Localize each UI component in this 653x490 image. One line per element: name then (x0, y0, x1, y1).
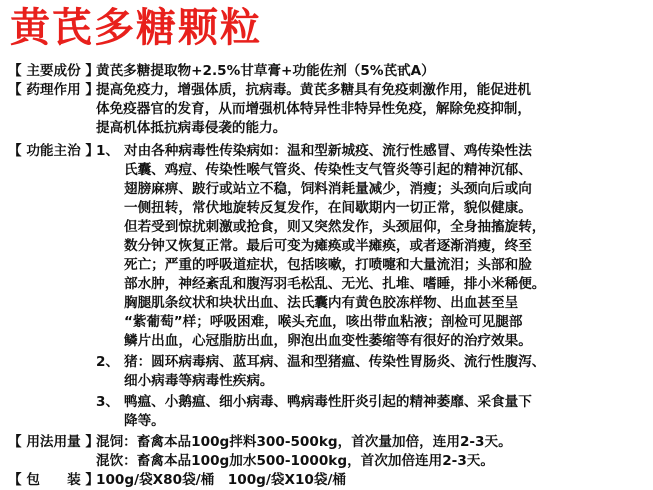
indication-line: “紫葡萄”样；呼吸困难，喉头充血，咳出带血粘液；剖检可见腿部 (124, 314, 523, 330)
usage-label: 【 用法用量 】 (8, 434, 100, 450)
indication-number: 2、 (96, 354, 120, 370)
indication-number: 3、 (96, 394, 120, 410)
product-description (8, 62, 648, 490)
indication-line: 但若受到惊扰刺激或抢食，则又突然发作，头颈屈仰，全身抽搐旋转， (124, 219, 546, 235)
indication-line: 鸭瘟、小鹅瘟、细小病毒、鸭病毒性肝炎引起的精神萎靡、采食量下 (124, 394, 532, 410)
indication-text (124, 393, 532, 431)
product-title: 黄芪多糖颗粒 (10, 5, 262, 51)
indication-line: 死亡；严重的呼吸道症状，包括咳嗽，打喷嚏和大量流泪；头部和脸 (124, 257, 532, 273)
ingredients-content (96, 62, 648, 81)
indication-line: 部水肿，神经紊乱和腹泻羽毛松乱、无光、扎堆、嗜睡，排小米稀便。 (124, 276, 546, 292)
indication-line: 猪：圆环病毒病、蓝耳病、温和型猪瘟、传染性胃肠炎、流行性腹泻、 (124, 354, 546, 370)
packaging-label: 【 包 装 】 (8, 472, 100, 488)
indication-number: 1、 (96, 143, 120, 159)
packaging-line: 100g/袋X80袋/桶 100g/袋X10袋/桶 (96, 472, 347, 488)
indication-line: 鳞片出血，心冠脂肪出血，卵泡出血变性萎缩等有很好的治疗效果。 (124, 333, 532, 349)
indication-text (124, 353, 545, 391)
ingredients-line: 黄芪多糖提取物+2.5%甘草膏+功能佐剂（5%芪甙A） (96, 63, 435, 79)
pharmacology-content (96, 81, 648, 138)
indication-item-1 (96, 142, 648, 351)
indications-label: 【 功能主治 】 (8, 143, 100, 159)
pharmacology-line: 提高机体抵抗病毒侵袭的能力。 (96, 120, 287, 136)
indication-line: 翅膀麻痹、跛行或站立不稳，饲料消耗量减少，消瘦；头颈向后或向 (124, 181, 532, 197)
usage-section (8, 433, 648, 471)
indication-item-3 (96, 393, 648, 431)
pharmacology-section (8, 81, 648, 138)
usage-line: 混饲：畜禽本品100g拌料300-500kg，首次量加倍，连用2-3天。 (96, 434, 512, 450)
packaging-section (8, 471, 648, 490)
packaging-content (96, 471, 648, 490)
indications-section (8, 142, 648, 431)
indication-line: 一侧扭转，常伏地旋转反复发作，在间歇期内一切正常，貌似健康。 (124, 200, 532, 216)
pharmacology-line: 提高免疫力，增强体质，抗病毒。黄芪多糖具有免疫刺激作用，能促进机 (96, 82, 531, 98)
indication-line: 胸腿肌条纹状和块状出血、法氏囊内有黄色胶冻样物、出血甚至呈 (124, 295, 519, 311)
indication-line: 对由各种病毒性传染病如：温和型新城疫、流行性感冒、鸡传染性法 (124, 143, 532, 159)
indications-content (96, 142, 648, 431)
ingredients-section (8, 62, 648, 81)
indication-line: 细小病毒等病毒性疾病。 (124, 373, 274, 389)
indication-line: 降等。 (124, 413, 165, 429)
ingredients-label: 【 主要成份 】 (8, 63, 100, 79)
indication-line: 氏囊、鸡痘、传染性喉气管炎、传染性支气管炎等引起的精神沉郁、 (124, 162, 532, 178)
usage-line: 混饮：畜禽本品100g加水500-1000kg，首次加倍连用2-3天。 (96, 453, 494, 469)
pharmacology-label: 【 药理作用 】 (8, 82, 100, 98)
pharmacology-line: 体免疫器官的发育，从而增强机体特异性非特异性免疫，解除免疫抑制， (96, 101, 531, 117)
indication-text (124, 142, 545, 351)
indication-line: 数分钟又恢复正常。最后可变为瘫痪或半瘫痪，或者逐渐消瘦，终至 (124, 238, 532, 254)
indication-item-2 (96, 353, 648, 391)
usage-content (96, 433, 648, 471)
